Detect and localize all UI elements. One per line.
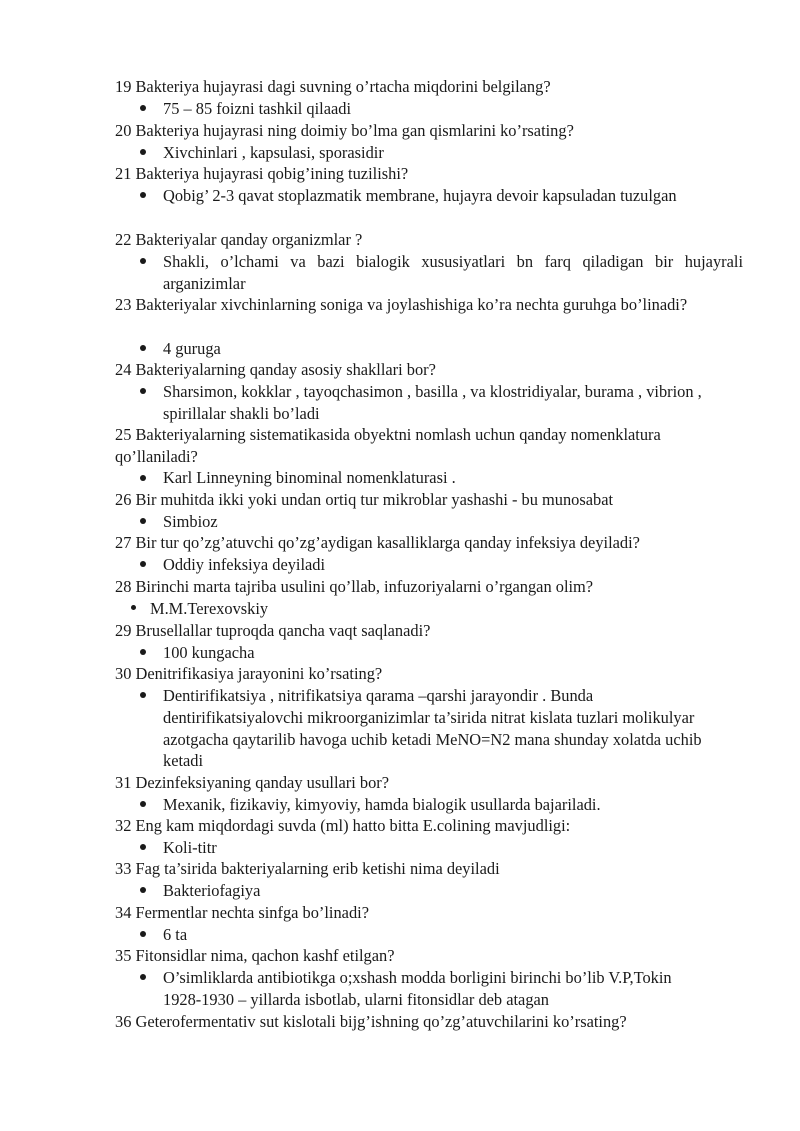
bullet-icon <box>140 475 146 481</box>
question-19: 19 Bakteriya hujayrasi dagi suvning o’rtacha miqdorini belgilang? <box>115 77 551 96</box>
answer-21: Qobig’ 2-3 qavat stoplazmatik membrane, hujayra devoir kapsuladan tuzulgan <box>163 186 677 205</box>
question-28: 28 Birinchi marta tajriba usulini qo’llab, infuzoriyalarni o’rgangan olim? <box>115 577 594 596</box>
bullet-icon <box>140 801 146 807</box>
answer-23: 4 guruga <box>163 339 221 358</box>
question-21: 21 Bakteriya hujayrasi qobig’ining tuzilishi? <box>115 164 409 183</box>
question-24: 24 Bakteriyalarning qanday asosiy shakllari bor? <box>115 360 436 379</box>
question-22: 22 Bakteriyalar qanday organizmlar ? <box>115 230 363 249</box>
answer-26: Simbioz <box>163 512 218 531</box>
question-20: 20 Bakteriya hujayrasi ning doimiy bo’lma gan qismlarini ko’rsating? <box>115 121 574 140</box>
bullet-icon <box>140 887 146 893</box>
answer-33: Bakteriofagiya <box>163 881 261 900</box>
bullet-icon <box>140 692 146 698</box>
question-23: 23 Bakteriyalar xivchinlarning soniga va joylashishiga ko’ra nechta guruhga bo’linadi? <box>115 295 688 314</box>
answer-28: M.M.Terexovskiy <box>150 599 269 618</box>
answer-27: Oddiy infeksiya deyiladi <box>163 555 326 574</box>
answer-34: 6 ta <box>163 925 188 944</box>
answer-20: Xivchinlari , kapsulasi, sporasidir <box>163 143 384 162</box>
bullet-icon <box>131 605 136 610</box>
bullet-icon <box>140 105 146 111</box>
bullet-icon <box>140 518 146 524</box>
question-36: 36 Geterofermentativ sut kislotali bijg’ishning qo’zg’atuvchilarini ko’rsating? <box>115 1012 627 1031</box>
answer-32: Koli-titr <box>163 838 217 857</box>
answer-35: O’simliklarda antibiotikga o;xshash modda borligini birinchi bo’lib V.P,Tokin 1928-1930 – yillarda isbotlab, ularni fitonsidlar deb atagan <box>163 968 672 1009</box>
answer-30: Dentirifikatsiya , nitrifikatsiya qarama –qarshi jarayondir . Bunda dentirifikatsiyalovchi mikroorganizimlar ta’sirida nitrat kislata tuzlari molikulyar azotgacha qaytarilib havoga uchib ketadi MeNO=N2 mana shunday xolatda uchib ketadi <box>163 686 702 771</box>
question-32: 32 Eng kam miqdordagi suvda (ml) hatto bitta E.colining mavjudligi: <box>115 816 571 835</box>
answer-29: 100 kungacha <box>163 643 255 662</box>
question-26: 26 Bir muhitda ikki yoki undan ortiq tur mikroblar yashashi - bu munosabat <box>115 490 614 509</box>
bullet-icon <box>140 258 146 264</box>
answer-24: Sharsimon, kokklar , tayoqchasimon , basilla , va klostridiyalar, burama , vibrion , spirillalar shakli bo’ladi <box>163 382 702 423</box>
bullet-icon <box>140 149 146 155</box>
answer-22: Shakli, o’lchami va bazi bialogik xususiyatlari bn farq qiladigan bir hujayrali arganizimlar <box>163 252 743 293</box>
bullet-icon <box>140 561 146 567</box>
answer-31: Mexanik, fizikaviy, kimyoviy, hamda bialogik usullarda bajariladi. <box>163 795 601 814</box>
question-27: 27 Bir tur qo’zg’atuvchi qo’zg’aydigan kasalliklarga qanday infeksiya deyiladi? <box>115 533 640 552</box>
question-34: 34 Fermentlar nechta sinfga bo’linadi? <box>115 903 369 922</box>
bullet-icon <box>140 192 146 198</box>
bullet-icon <box>140 388 146 394</box>
bullet-icon <box>140 345 146 351</box>
question-33: 33 Fag ta’sirida bakteriyalarning erib ketishi nima deyiladi <box>115 859 500 878</box>
answer-25: Karl Linneyning binominal nomenklaturasi . <box>163 468 456 487</box>
question-35: 35 Fitonsidlar nima, qachon kashf etilgan? <box>115 946 395 965</box>
question-30: 30 Denitrifikasiya jarayonini ko’rsating? <box>115 664 383 683</box>
question-25: 25 Bakteriyalarning sistematikasida obyektni nomlash uchun qanday nomenklatura qo’llaniladi? <box>115 425 661 466</box>
bullet-icon <box>140 931 146 937</box>
answer-19: 75 – 85 foizni tashkil qilaadi <box>163 99 352 118</box>
question-31: 31 Dezinfeksiyaning qanday usullari bor? <box>115 773 390 792</box>
bullet-icon <box>140 649 146 655</box>
question-29: 29 Brusellallar tuproqda qancha vaqt saqlanadi? <box>115 621 431 640</box>
bullet-icon <box>140 844 146 850</box>
bullet-icon <box>140 974 146 980</box>
